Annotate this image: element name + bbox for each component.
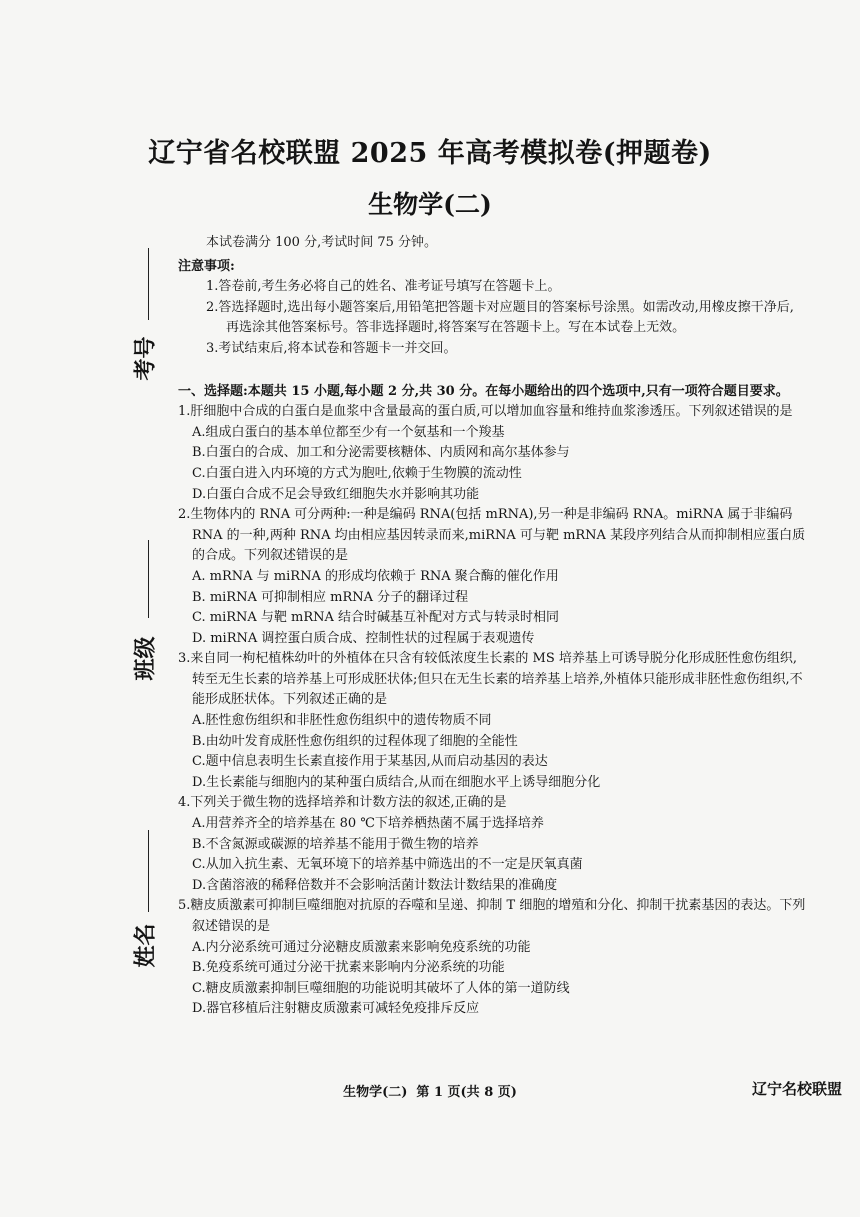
question-option: B.免疫系统可通过分泌干扰素来影响内分泌系统的功能 bbox=[192, 960, 505, 976]
question-5 bbox=[178, 896, 806, 1020]
question-option: D.生长素能与细胞内的某种蛋白质结合,从而在细胞水平上诱导细胞分化 bbox=[192, 774, 601, 790]
question-option: B.不含氮源或碳源的培养基不能用于微生物的培养 bbox=[192, 836, 479, 852]
question-stem: 2.生物体内的 RNA 可分两种:一种是编码 RNA(包括 mRNA),另一种是非编码 RNA。miRNA 属于非编码 RNA 的一种,两种 RNA 均由相应基因转录而来,miRNA 可与靶 mRNA 某段序列结合从而抑制相应蛋白质的合成。下列叙述错误的是 bbox=[178, 507, 806, 564]
question-option: D.器官移植后注射糖皮质激素可减轻免疫排斥反应 bbox=[192, 1001, 480, 1017]
class-label: 班级 bbox=[133, 635, 159, 681]
name-label-wrap bbox=[124, 905, 164, 985]
footer-brand: 辽宁名校联盟 bbox=[752, 1080, 843, 1098]
question-4 bbox=[178, 793, 806, 896]
exam-intro: 本试卷满分 100 分,考试时间 75 分钟。 bbox=[206, 235, 438, 250]
question-option: C.从加入抗生素、无氧环境下的培养基中筛选出的不一定是厌氧真菌 bbox=[192, 857, 583, 873]
exam-no-blank-line bbox=[148, 248, 149, 320]
question-option: A.组成白蛋白的基本单位都至少有一个氨基和一个羧基 bbox=[192, 424, 505, 440]
question-option: C.白蛋白进入内环境的方式为胞吐,依赖于生物膜的流动性 bbox=[192, 465, 522, 481]
question-stem: 1.肝细胞中合成的白蛋白是血浆中含量最高的蛋白质,可以增加血容量和维持血浆渗透压。下列叙述错误的是 bbox=[178, 404, 793, 420]
question-option: C.题中信息表明生长素直接作用于某基因,从而启动基因的表达 bbox=[192, 754, 548, 770]
question-option: A.用营养齐全的培养基在 80 ℃下培养栖热菌不属于选择培养 bbox=[192, 816, 544, 832]
question-3 bbox=[178, 649, 806, 793]
class-blank-line bbox=[148, 540, 149, 618]
question-option: D.白蛋白合成不足会导致红细胞失水并影响其功能 bbox=[192, 486, 480, 502]
question-option: C. miRNA 与靶 mRNA 结合时碱基互补配对方式与转录时相同 bbox=[192, 610, 560, 626]
question-stem: 3.来自同一枸杞植株幼叶的外植体在只含有较低浓度生长素的 MS 培养基上可诱导脱分化形成胚性愈伤组织,转至无生长素的培养基上可形成胚状体;但只在无生长素的培养基上培养,外植体只能形成非胚性愈伤组织,不能形成胚状体。下列叙述正确的是 bbox=[178, 651, 803, 708]
notice-item: 1.答卷前,考生务必将自己的姓名、准考证号填写在答题卡上。 bbox=[206, 279, 561, 295]
name-blank-line bbox=[148, 830, 149, 912]
class-label-wrap bbox=[124, 618, 164, 698]
notice-item: 2.答选择题时,选出每小题答案后,用铅笔把答题卡对应题目的答案标号涂黑。如需改动,用橡皮擦干净后,再选涂其他答案标号。答非选择题时,将答案写在答题卡上。写在本试卷上无效。 bbox=[206, 299, 794, 336]
page-footer: 生物学(二) 第 1 页(共 8 页) bbox=[343, 1085, 517, 1100]
question-option: D.含菌溶液的稀释倍数并不会影响活菌计数法计数结果的准确度 bbox=[192, 877, 558, 893]
notice-heading: 注意事项: bbox=[178, 258, 235, 274]
exam-no-label: 考号 bbox=[133, 335, 159, 381]
question-stem: 5.糖皮质激素可抑制巨噬细胞对抗原的吞噬和呈递、抑制 T 细胞的增殖和分化、抑制干扰素基因的表达。下列叙述错误的是 bbox=[178, 898, 806, 934]
exam-subtitle: 生物学(二) bbox=[368, 190, 492, 219]
question-option: B. miRNA 可抑制相应 mRNA 分子的翻译过程 bbox=[192, 589, 469, 605]
section-heading: 一、选择题:本题共 15 小题,每小题 2 分,共 30 分。在每小题给出的四个选项中,只有一项符合题目要求。 bbox=[178, 383, 789, 399]
question-option: D. miRNA 调控蛋白质合成、控制性状的过程属于表观遗传 bbox=[192, 630, 535, 646]
exam-no-label-wrap bbox=[124, 318, 164, 398]
question-option: A.胚性愈伤组织和非胚性愈伤组织中的遗传物质不同 bbox=[192, 713, 492, 729]
question-stem: 4.下列关于微生物的选择培养和计数方法的叙述,正确的是 bbox=[178, 795, 507, 811]
name-label: 姓名 bbox=[133, 922, 159, 968]
question-2 bbox=[178, 505, 806, 649]
question-option: B.白蛋白的合成、加工和分泌需要核糖体、内质网和高尔基体参与 bbox=[192, 445, 570, 461]
notice-item: 3.考试结束后,将本试卷和答题卡一并交回。 bbox=[206, 340, 457, 356]
exam-content bbox=[178, 233, 806, 1020]
question-1 bbox=[178, 402, 806, 505]
question-option: C.糖皮质激素抑制巨噬细胞的功能说明其破坏了人体的第一道防线 bbox=[192, 980, 570, 996]
question-option: B.由幼叶发育成胚性愈伤组织的过程体现了细胞的全能性 bbox=[192, 733, 518, 749]
question-option: A.内分泌系统可通过分泌糖皮质激素来影响免疫系统的功能 bbox=[192, 939, 531, 955]
exam-title: 辽宁省名校联盟 2025 年高考模拟卷(押题卷) bbox=[148, 138, 712, 169]
question-option: A. mRNA 与 miRNA 的形成均依赖于 RNA 聚合酶的催化作用 bbox=[192, 568, 559, 584]
